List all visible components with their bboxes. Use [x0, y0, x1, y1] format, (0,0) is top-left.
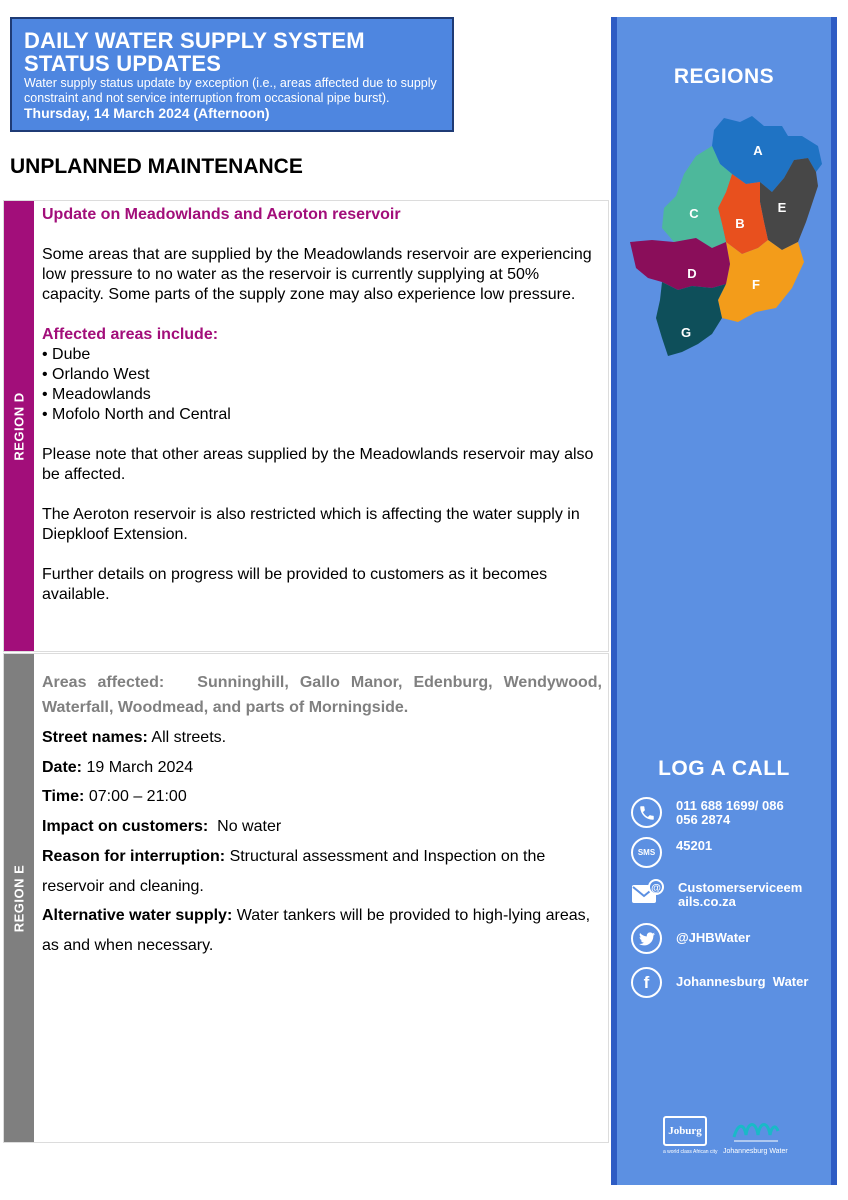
svg-text:@: @ [651, 883, 661, 894]
sms-number[interactable]: 45201 [676, 838, 713, 853]
header-title-line2: STATUS UPDATES [24, 51, 222, 76]
region-d-heading: Update on Meadowlands and Aeroton reservoir [42, 206, 401, 223]
contact-twitter [631, 923, 806, 954]
region-e-bar [4, 654, 34, 1142]
region-e-street-value: All streets. [151, 729, 227, 746]
region-e-impact-value: No water [217, 818, 282, 836]
region-d-area-list [42, 345, 602, 425]
map-region-f [718, 240, 804, 322]
region-e-alt-value: Water tankers will be provided to high-lying areas, as and when necessary. [42, 907, 591, 954]
joburg-logo-text: Joburg [668, 1125, 702, 1137]
jw-logo-text: Johannesburg Water [723, 1148, 788, 1155]
list-item: • Mofolo North and Central [42, 405, 602, 425]
email-icon [631, 879, 664, 907]
section-title: UNPLANNED MAINTENANCE [10, 155, 303, 178]
header-date: Thursday, 14 March 2024 (Afternoon) [24, 105, 270, 121]
region-d-bar [4, 201, 34, 651]
region-e-reason-value: Structural assessment and Inspection on the reservoir and cleaning. [42, 847, 546, 895]
region-e-panel [3, 653, 609, 1143]
map-label-a: A [753, 143, 763, 158]
log-a-call-title: LOG A CALL [658, 757, 790, 780]
header-title-line1: DAILY WATER SUPPLY SYSTEM [24, 28, 365, 53]
region-e-areas-label: Areas affected: [42, 674, 165, 691]
phone-icon [631, 797, 662, 828]
region-e-street-label: Street names: [42, 729, 148, 746]
region-e-areas [42, 670, 602, 720]
contact-phone [631, 797, 806, 828]
email-address[interactable]: Customerserviceemails.co.za [678, 880, 803, 909]
facebook-page[interactable]: Johannesburg Water [676, 974, 809, 989]
joburg-logo [663, 1116, 718, 1155]
johannesburg-water-logo [723, 1115, 788, 1155]
twitter-icon [631, 923, 662, 954]
region-e-reason-label: Reason for interruption: [42, 847, 226, 865]
list-item: • Orlando West [42, 365, 602, 385]
map-label-f: F [752, 277, 760, 292]
header-description-block [24, 76, 442, 122]
contact-sms [631, 837, 806, 868]
map-region-g [656, 282, 726, 356]
map-label-c: C [689, 206, 699, 221]
region-e-date [42, 753, 602, 783]
region-d-panel [3, 200, 609, 652]
phone-number[interactable]: 011 688 1699/ 086 056 2874 [676, 798, 784, 827]
region-d-paragraph2: Please note that other areas supplied by the Meadowlands reservoir may also be affected. [42, 446, 594, 483]
region-e-alternative [42, 901, 602, 960]
region-e-date-label: Date: [42, 758, 83, 776]
regions-title: REGIONS [673, 65, 775, 88]
map-label-d: D [687, 266, 697, 281]
list-item: • Meadowlands [42, 385, 602, 405]
region-e-impact-label: Impact on customers: [42, 818, 209, 836]
region-e-street [42, 723, 602, 753]
map-label-b: B [735, 216, 745, 231]
region-e-label: REGION E [11, 864, 27, 932]
region-e-date-value: 19 March 2024 [86, 758, 194, 776]
header-banner [10, 17, 454, 132]
header-description: Water supply status update by exception (i.e., areas affected due to supply constraint and not service interruption from occasional pipe burst). [24, 76, 437, 105]
joburg-tagline: a world class African city [663, 1149, 718, 1155]
region-e-reason [42, 842, 602, 901]
region-e-time [42, 782, 602, 812]
sms-icon-label: SMS [637, 848, 656, 857]
region-d-paragraph3: The Aeroton reservoir is also restricted which is affecting the water supply in Diepkloof Extension. [42, 506, 580, 543]
logos [663, 1115, 788, 1155]
contact-email [631, 879, 808, 909]
region-d-affected-heading: Affected areas include: [42, 326, 219, 343]
sidebar [611, 17, 837, 1185]
region-d-content [42, 205, 602, 605]
region-e-alt-label: Alternative water supply: [42, 907, 233, 925]
contact-facebook [631, 967, 826, 998]
region-e-content [42, 670, 602, 961]
twitter-handle[interactable]: @JHBWater [676, 930, 751, 945]
map-label-g: G [680, 325, 692, 340]
region-e-impact [42, 812, 602, 842]
region-e-areas-value: Sunninghill, Gallo Manor, Edenburg, Wendywood, Waterfall, Woodmead, and parts of Morningside. [42, 674, 602, 716]
regions-map [622, 112, 830, 372]
region-e-time-value: 07:00 – 21:00 [88, 788, 187, 806]
region-e-time-label: Time: [42, 788, 85, 806]
region-d-paragraph1: Some areas that are supplied by the Meadowlands reservoir are experiencing low pressure to no water as the reservoir is currently supplying at 50% capacity. Some parts of the supply zone may also experience low pressure. [42, 246, 592, 303]
facebook-icon: f [631, 967, 662, 998]
map-label-e: E [777, 200, 787, 215]
region-d-label: REGION D [11, 391, 27, 461]
list-item: • Dube [42, 345, 602, 365]
sms-icon [631, 837, 662, 868]
region-d-paragraph4: Further details on progress will be provided to customers as it becomes available. [42, 566, 548, 603]
